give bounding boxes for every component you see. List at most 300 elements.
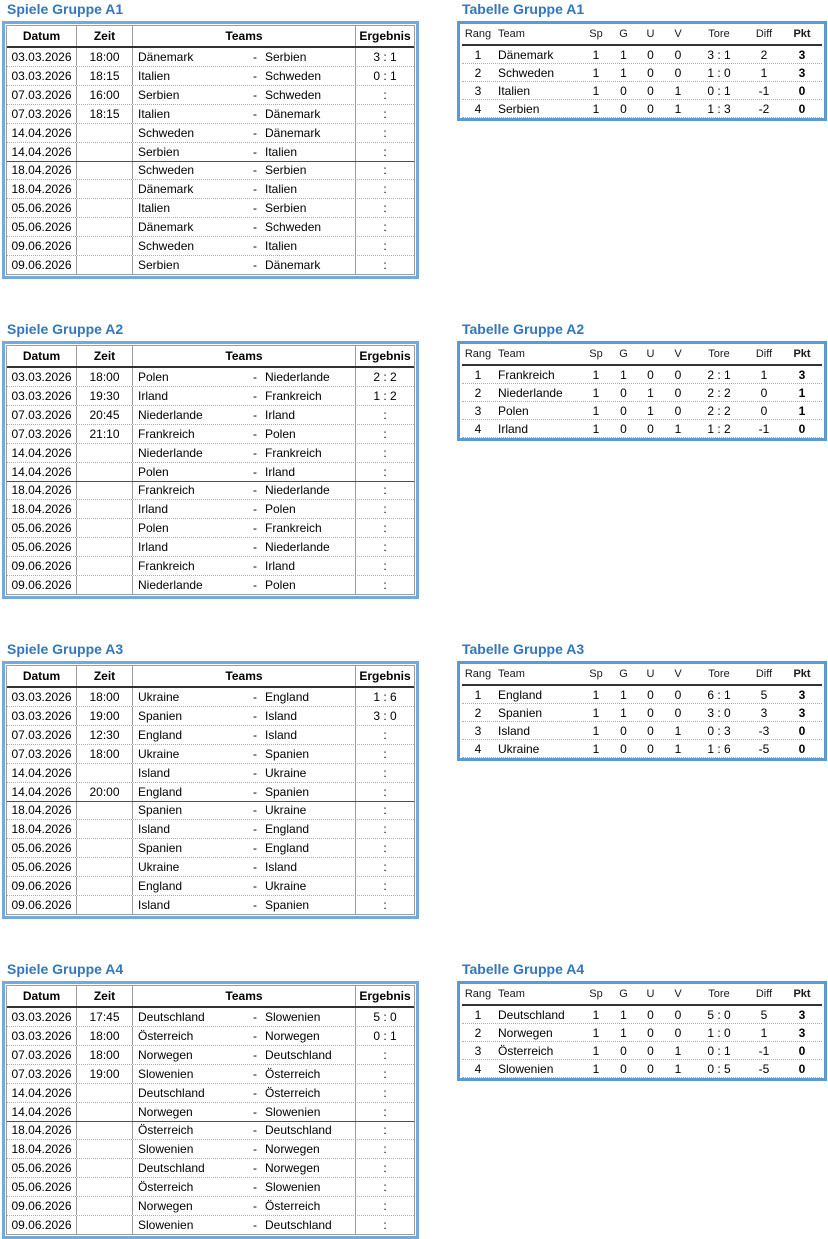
match-away-team: Polen — [265, 426, 296, 441]
match-date: 09.06.2026 — [7, 557, 77, 575]
match-result-cell[interactable]: : — [383, 182, 387, 197]
standing-played: 1 — [592, 367, 600, 382]
match-home-team: Österreich — [138, 1028, 194, 1043]
match-time — [77, 162, 133, 180]
standing-goals: 1 : 2 — [707, 421, 731, 436]
matches-table — [2, 21, 419, 279]
match-time: 18:00 — [77, 745, 133, 763]
match-team-separator: - — [253, 239, 257, 254]
match-time — [77, 237, 133, 255]
match-row — [7, 538, 414, 557]
match-result-cell[interactable]: : — [383, 201, 387, 216]
match-date: 09.06.2026 — [7, 576, 77, 594]
match-home-team: Slowenien — [138, 1142, 194, 1157]
standing-played: 1 — [592, 1061, 600, 1076]
match-result-cell[interactable]: : — [383, 220, 387, 235]
match-away-team: Island — [265, 708, 298, 723]
standing-rank: 3 — [474, 83, 482, 98]
standings-header-row — [462, 984, 822, 1006]
match-home-team: Österreich — [138, 1123, 194, 1138]
match-date: 05.06.2026 — [7, 199, 77, 217]
standing-points: 0 — [798, 1043, 806, 1058]
standing-goals: 0 : 1 — [707, 1043, 731, 1058]
match-home-team: Italien — [138, 201, 171, 216]
match-home-team: England — [138, 879, 183, 894]
match-row — [7, 1008, 414, 1027]
standings-header-rang: Rang — [464, 28, 492, 40]
standing-goal-diff: 1 — [760, 367, 768, 382]
matches-header-row — [7, 26, 414, 48]
matches-title: Spiele Gruppe A4 — [7, 961, 124, 977]
match-time — [77, 124, 133, 142]
match-home-team: Dänemark — [138, 220, 194, 235]
matches-header-datum: Datum — [7, 666, 77, 686]
match-time — [77, 839, 133, 857]
match-teams-cell — [133, 1140, 356, 1158]
match-home-team: Ukraine — [138, 689, 180, 704]
match-date: 03.03.2026 — [7, 688, 77, 706]
match-teams-cell — [133, 105, 356, 123]
match-home-team: Ukraine — [138, 860, 180, 875]
standing-rank: 1 — [474, 1007, 482, 1022]
matches-grid — [6, 985, 415, 1235]
match-row — [7, 86, 414, 105]
match-row — [7, 463, 414, 482]
standing-played: 1 — [592, 687, 600, 702]
match-result-cell[interactable]: : — [383, 1047, 387, 1062]
match-row — [7, 368, 414, 387]
match-row — [7, 500, 414, 519]
match-result-cell[interactable]: : — [383, 1123, 387, 1138]
match-time: 20:00 — [77, 783, 133, 801]
match-time — [77, 463, 133, 481]
match-teams-cell — [133, 237, 356, 255]
match-teams-cell — [133, 1103, 356, 1121]
match-home-team: Spanien — [138, 841, 183, 856]
match-teams-cell — [133, 1027, 356, 1045]
standings-row — [462, 1060, 822, 1078]
match-teams-cell — [133, 124, 356, 142]
standings-header-g: G — [619, 28, 628, 40]
standing-played: 1 — [592, 723, 600, 738]
match-result-cell[interactable]: : — [383, 841, 387, 856]
standing-draws: 0 — [647, 741, 654, 756]
match-result-cell[interactable]: : — [383, 521, 387, 536]
match-team-separator: - — [253, 1085, 257, 1100]
match-date: 09.06.2026 — [7, 1197, 77, 1215]
standing-team: Ukraine — [498, 741, 540, 756]
matches-header-row — [7, 666, 414, 688]
match-result-cell[interactable]: : — [383, 784, 387, 799]
match-teams-cell — [133, 67, 356, 85]
standing-draws: 1 — [647, 403, 654, 418]
standings-title: Tabelle Gruppe A3 — [462, 641, 585, 657]
standing-draws: 0 — [647, 83, 654, 98]
match-time: 19:00 — [77, 1065, 133, 1083]
standing-losses: 1 — [674, 83, 682, 98]
standings-header-v: V — [674, 988, 682, 1000]
standings-header-tore: Tore — [708, 668, 730, 680]
match-away-team: Italien — [265, 182, 298, 197]
match-home-team: Irland — [138, 502, 169, 517]
match-team-separator: - — [253, 1066, 257, 1081]
match-result-cell[interactable]: : — [383, 426, 387, 441]
standings-header-u: U — [646, 668, 655, 680]
match-time: 12:30 — [77, 726, 133, 744]
match-row — [7, 1140, 414, 1159]
match-time — [77, 256, 133, 274]
standing-wins: 0 — [620, 83, 627, 98]
match-time — [77, 519, 133, 537]
match-team-separator: - — [253, 369, 257, 384]
match-team-separator: - — [253, 220, 257, 235]
match-team-separator: - — [253, 163, 257, 178]
match-result-cell[interactable]: 5 : 0 — [373, 1009, 397, 1024]
match-row — [7, 745, 414, 764]
standing-points: 3 — [798, 367, 806, 382]
matches-rows — [7, 1008, 414, 1234]
match-teams-cell — [133, 256, 356, 274]
standing-draws: 0 — [647, 1007, 654, 1022]
match-time: 18:00 — [77, 1046, 133, 1064]
match-time — [77, 538, 133, 556]
matches-rows — [7, 688, 414, 914]
standings-header-pkt: Pkt — [793, 988, 811, 1000]
standing-goals: 1 : 0 — [707, 1025, 731, 1040]
match-result-cell[interactable]: : — [383, 727, 387, 742]
standing-team: Deutschland — [498, 1007, 565, 1022]
match-team-separator: - — [253, 521, 257, 536]
match-row — [7, 105, 414, 124]
match-home-team: Dänemark — [138, 182, 194, 197]
match-date: 18.04.2026 — [7, 482, 77, 500]
standings-header-diff: Diff — [755, 348, 773, 360]
match-result-cell[interactable]: : — [383, 822, 387, 837]
match-result-cell[interactable]: : — [383, 483, 387, 498]
standing-goal-diff: 1 — [760, 65, 768, 80]
standing-goal-diff: 1 — [760, 1025, 768, 1040]
match-home-team: Serbien — [138, 87, 180, 102]
match-team-separator: - — [253, 87, 257, 102]
match-result-cell[interactable]: : — [383, 407, 387, 422]
match-teams-cell — [133, 463, 356, 481]
match-row — [7, 406, 414, 425]
match-result-cell[interactable]: 3 : 0 — [373, 708, 397, 723]
match-away-team: Serbien — [265, 49, 307, 64]
standing-played: 1 — [592, 385, 600, 400]
match-away-team: Niederlande — [265, 540, 330, 555]
matches-header-zeit: Zeit — [77, 986, 133, 1006]
standing-rank: 2 — [474, 705, 482, 720]
standing-played: 1 — [592, 705, 600, 720]
match-time — [77, 1103, 133, 1121]
standings-row — [462, 420, 822, 438]
match-away-team: Schweden — [265, 220, 322, 235]
match-teams-cell — [133, 425, 356, 443]
standing-played: 1 — [592, 83, 600, 98]
standing-draws: 0 — [647, 65, 654, 80]
match-time: 19:00 — [77, 707, 133, 725]
match-time — [77, 482, 133, 500]
match-time — [77, 764, 133, 782]
match-result-cell[interactable]: : — [383, 860, 387, 875]
match-home-team: Norwegen — [138, 1199, 193, 1214]
match-teams-cell — [133, 86, 356, 104]
match-team-separator: - — [253, 1047, 257, 1062]
match-teams-cell — [133, 1216, 356, 1234]
matches-title: Spiele Gruppe A3 — [7, 641, 124, 657]
match-time — [77, 820, 133, 838]
match-away-team: Polen — [265, 578, 296, 593]
match-home-team: Island — [138, 765, 171, 780]
standing-played: 1 — [592, 65, 600, 80]
match-result-cell[interactable]: : — [383, 163, 387, 178]
matches-header-zeit: Zeit — [77, 346, 133, 366]
standing-losses: 1 — [674, 723, 682, 738]
standing-rank: 1 — [474, 47, 482, 62]
match-team-separator: - — [253, 426, 257, 441]
match-result-cell[interactable]: : — [383, 1218, 387, 1233]
matches-grid — [6, 25, 415, 275]
match-team-separator: - — [253, 879, 257, 894]
standings-header-rang: Rang — [464, 348, 492, 360]
match-result-cell[interactable]: : — [383, 746, 387, 761]
match-result-cell[interactable]: : — [383, 445, 387, 460]
match-result-cell[interactable]: : — [383, 87, 387, 102]
match-team-separator: - — [253, 464, 257, 479]
match-teams-cell — [133, 1065, 356, 1083]
matches-header-teams: Teams — [133, 986, 356, 1006]
match-team-separator: - — [253, 1199, 257, 1214]
match-result-cell[interactable]: 2 : 2 — [373, 369, 397, 384]
standings-header-pkt: Pkt — [793, 668, 811, 680]
match-time — [77, 218, 133, 236]
match-row — [7, 839, 414, 858]
match-away-team: Norwegen — [265, 1161, 320, 1176]
match-away-team: Slowenien — [265, 1180, 321, 1195]
match-result-cell[interactable]: : — [383, 464, 387, 479]
match-team-separator: - — [253, 1142, 257, 1157]
matches-table — [2, 981, 419, 1239]
match-teams-cell — [133, 406, 356, 424]
match-away-team: Frankreich — [265, 445, 322, 460]
match-team-separator: - — [253, 1218, 257, 1233]
standing-goals: 1 : 0 — [707, 65, 731, 80]
standing-points: 3 — [798, 47, 806, 62]
standings-row — [462, 704, 822, 722]
standing-rank: 1 — [474, 687, 482, 702]
match-result-cell[interactable]: : — [383, 578, 387, 593]
match-home-team: Irland — [138, 540, 169, 555]
match-team-separator: - — [253, 258, 257, 273]
match-team-separator: - — [253, 1009, 257, 1024]
standing-wins: 0 — [620, 101, 627, 116]
standing-losses: 1 — [674, 1043, 682, 1058]
standing-wins: 1 — [620, 47, 627, 62]
match-result-cell[interactable]: : — [383, 1180, 387, 1195]
match-result-cell[interactable]: : — [383, 502, 387, 517]
match-result-cell[interactable]: : — [383, 1066, 387, 1081]
match-result-cell[interactable]: : — [383, 803, 387, 818]
match-teams-cell — [133, 199, 356, 217]
standing-goals: 3 : 1 — [707, 47, 731, 62]
match-row — [7, 1065, 414, 1084]
match-result-cell[interactable]: : — [383, 1104, 387, 1119]
standings-header-row — [462, 664, 822, 686]
match-team-separator: - — [253, 822, 257, 837]
standing-rank: 2 — [474, 385, 482, 400]
match-team-separator: - — [253, 182, 257, 197]
match-teams-cell — [133, 896, 356, 914]
match-row — [7, 576, 414, 594]
standings-header-tore: Tore — [708, 28, 730, 40]
standings-table — [457, 341, 827, 441]
match-result-cell[interactable]: : — [383, 765, 387, 780]
match-home-team: Deutschland — [138, 1009, 205, 1024]
standing-points: 3 — [798, 1025, 806, 1040]
match-result-cell[interactable]: : — [383, 258, 387, 273]
group-section — [0, 320, 828, 640]
standing-draws: 0 — [647, 1043, 654, 1058]
match-team-separator: - — [253, 1161, 257, 1176]
match-result-cell[interactable]: : — [383, 879, 387, 894]
match-teams-cell — [133, 688, 356, 706]
match-row — [7, 162, 414, 181]
match-home-team: Spanien — [138, 803, 183, 818]
match-team-separator: - — [253, 689, 257, 704]
match-result-cell[interactable]: : — [383, 1142, 387, 1157]
match-away-team: Serbien — [265, 201, 307, 216]
match-result-cell[interactable]: : — [383, 1199, 387, 1214]
match-result-cell[interactable]: : — [383, 898, 387, 913]
match-time — [77, 877, 133, 895]
standing-points: 1 — [798, 403, 806, 418]
match-away-team: Niederlande — [265, 369, 330, 384]
match-row — [7, 143, 414, 162]
match-result-cell[interactable]: : — [383, 106, 387, 121]
match-away-team: Italien — [265, 239, 298, 254]
match-away-team: England — [265, 689, 310, 704]
standings-table — [457, 981, 827, 1081]
standing-goals: 3 : 0 — [707, 705, 731, 720]
standing-points: 0 — [798, 723, 806, 738]
match-row — [7, 444, 414, 463]
match-teams-cell — [133, 519, 356, 537]
match-date: 05.06.2026 — [7, 519, 77, 537]
match-teams-cell — [133, 500, 356, 518]
match-home-team: Polen — [138, 521, 169, 536]
match-away-team: Frankreich — [265, 521, 322, 536]
match-away-team: Dänemark — [265, 106, 321, 121]
standings-header-g: G — [619, 348, 628, 360]
match-row — [7, 858, 414, 877]
standing-rank: 2 — [474, 65, 482, 80]
standings-row — [462, 402, 822, 420]
matches-header-datum: Datum — [7, 26, 77, 46]
match-team-separator: - — [253, 708, 257, 723]
match-result-cell[interactable]: 1 : 6 — [373, 689, 397, 704]
match-away-team: England — [265, 822, 310, 837]
match-date: 07.03.2026 — [7, 105, 77, 123]
match-home-team: Niederlande — [138, 445, 203, 460]
standing-points: 0 — [798, 101, 806, 116]
match-row — [7, 1159, 414, 1178]
match-result-cell[interactable]: : — [383, 1161, 387, 1176]
match-home-team: Norwegen — [138, 1047, 193, 1062]
matches-header-teams: Teams — [133, 666, 356, 686]
match-date: 14.04.2026 — [7, 463, 77, 481]
match-date: 18.04.2026 — [7, 802, 77, 820]
match-result-cell[interactable]: 3 : 1 — [373, 49, 397, 64]
standing-points: 3 — [798, 705, 806, 720]
match-time: 21:10 — [77, 425, 133, 443]
match-result-cell[interactable]: 0 : 1 — [373, 1028, 397, 1043]
match-row — [7, 726, 414, 745]
standings-header-row — [462, 344, 822, 366]
match-date: 05.06.2026 — [7, 538, 77, 556]
standings-header-u: U — [646, 988, 655, 1000]
match-result-cell[interactable]: : — [383, 239, 387, 254]
standing-draws: 0 — [647, 705, 654, 720]
standing-rank: 3 — [474, 403, 482, 418]
match-row — [7, 1027, 414, 1046]
standing-losses: 0 — [674, 705, 682, 720]
standing-team: Island — [498, 723, 531, 738]
standing-wins: 1 — [620, 1007, 627, 1022]
match-home-team: Dänemark — [138, 49, 194, 64]
match-time: 17:45 — [77, 1008, 133, 1026]
match-teams-cell — [133, 576, 356, 594]
match-result-cell[interactable]: : — [383, 125, 387, 140]
standing-team: England — [498, 687, 543, 702]
standings-table — [457, 21, 827, 121]
standings-header-tore: Tore — [708, 348, 730, 360]
group-section — [0, 0, 828, 320]
standing-team: Österreich — [498, 1043, 554, 1058]
match-team-separator: - — [253, 201, 257, 216]
standings-header-g: G — [619, 988, 628, 1000]
standing-points: 0 — [798, 1061, 806, 1076]
match-time — [77, 1197, 133, 1215]
standing-goal-diff: 5 — [760, 1007, 768, 1022]
match-row — [7, 764, 414, 783]
match-teams-cell — [133, 1046, 356, 1064]
match-time — [77, 1178, 133, 1196]
standing-wins: 0 — [620, 741, 627, 756]
match-result-cell[interactable]: 0 : 1 — [373, 68, 397, 83]
matches-header-ergebnis: Ergebnis — [359, 349, 411, 363]
match-time: 18:15 — [77, 67, 133, 85]
standing-rank: 3 — [474, 1043, 482, 1058]
match-date: 07.03.2026 — [7, 406, 77, 424]
match-teams-cell — [133, 218, 356, 236]
match-date: 07.03.2026 — [7, 726, 77, 744]
standing-goal-diff: 3 — [760, 705, 768, 720]
match-result-cell[interactable]: : — [383, 144, 387, 159]
match-result-cell[interactable]: : — [383, 540, 387, 555]
standings-header-pkt: Pkt — [793, 28, 811, 40]
match-result-cell[interactable]: : — [383, 559, 387, 574]
match-time — [77, 896, 133, 914]
standing-wins: 1 — [620, 1025, 627, 1040]
match-result-cell[interactable]: : — [383, 1085, 387, 1100]
match-result-cell[interactable]: 1 : 2 — [373, 388, 397, 403]
match-home-team: Spanien — [138, 708, 183, 723]
standing-team: Irland — [498, 421, 529, 436]
match-team-separator: - — [253, 49, 257, 64]
match-teams-cell — [133, 387, 356, 405]
match-date: 03.03.2026 — [7, 48, 77, 66]
